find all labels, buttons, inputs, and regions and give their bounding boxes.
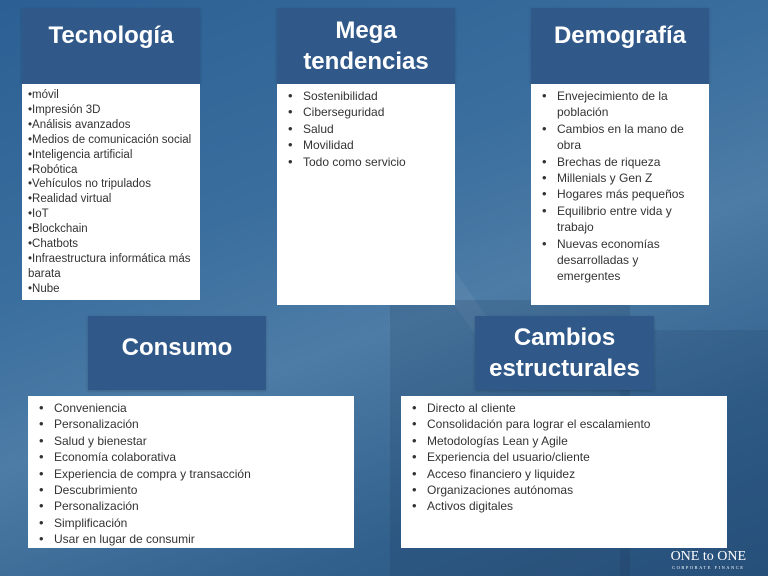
header-consumo: Consumo [88,316,266,390]
list-item: • Blockchain [28,222,194,237]
list-tecnologia [22,84,200,300]
list-mega-tendencias [277,84,455,305]
list-item: • Nube [28,282,194,297]
list-item: • Robótica [28,163,194,178]
list-item: • Medios de comunicación social [28,133,194,148]
list-item: • Personalización [34,416,348,432]
list-consumo [28,396,354,548]
list-item: • Movilidad [283,137,449,153]
header-demografia: Demografía [531,8,709,84]
list-item: • Cambios en la mano de obra [537,121,703,154]
list-item: • Equilibrio entre vida y trabajo [537,203,703,236]
header-tecnologia: Tecnología [22,8,200,84]
header-cambios-estructurales: Cambios estructurales [475,316,654,390]
list-item: • Inteligencia artificial [28,148,194,163]
list-item: • Análisis avanzados [28,118,194,133]
list-item: • Activos digitales [407,498,721,514]
list-item: • móvil [28,88,194,103]
list-item: • Experiencia del usuario/cliente [407,449,721,465]
list-item: • Consolidación para lograr el escalamiento [407,416,721,432]
list-cambios-estructurales [401,396,727,548]
list-item: • Impresión 3D [28,103,194,118]
list-item: • Conveniencia [34,400,348,416]
list-demografia [531,84,709,305]
list-item: • Organizaciones autónomas [407,482,721,498]
list-item: • Envejecimiento de la población [537,88,703,121]
list-item: • Directo al cliente [407,400,721,416]
list-item: • Usar en lugar de consumir [34,531,348,547]
company-logo: ONE to ONE CORPORATE FINANCE [670,549,746,570]
list-item: • Descubrimiento [34,482,348,498]
list-item: • Personalización [34,498,348,514]
list-item: • Sostenibilidad [283,88,449,104]
list-item: • Hogares más pequeños [537,186,703,202]
list-item: • Millenials y Gen Z [537,170,703,186]
header-mega-tendencias: Mega tendencias [277,8,455,84]
list-item: • Acceso financiero y liquidez [407,466,721,482]
list-item: • Salud [283,121,449,137]
list-item: • Vehículos no tripulados [28,177,194,192]
list-item: • Realidad virtual [28,192,194,207]
list-item: • Economía colaborativa [34,449,348,465]
list-item: • Chatbots [28,237,194,252]
list-item: • Metodologías Lean y Agile [407,433,721,449]
list-item: • Infraestructura informática más barata [28,252,194,282]
list-item: • Todo como servicio [283,154,449,170]
list-item: • Nuevas economías desarrolladas y emergentes [537,236,703,285]
list-item: • Simplificación [34,515,348,531]
list-item: • Salud y bienestar [34,433,348,449]
list-item: • Experiencia de compra y transacción [34,466,348,482]
list-item: • IoT [28,207,194,222]
list-item: • Brechas de riqueza [537,154,703,170]
list-item: • Ciberseguridad [283,104,449,120]
